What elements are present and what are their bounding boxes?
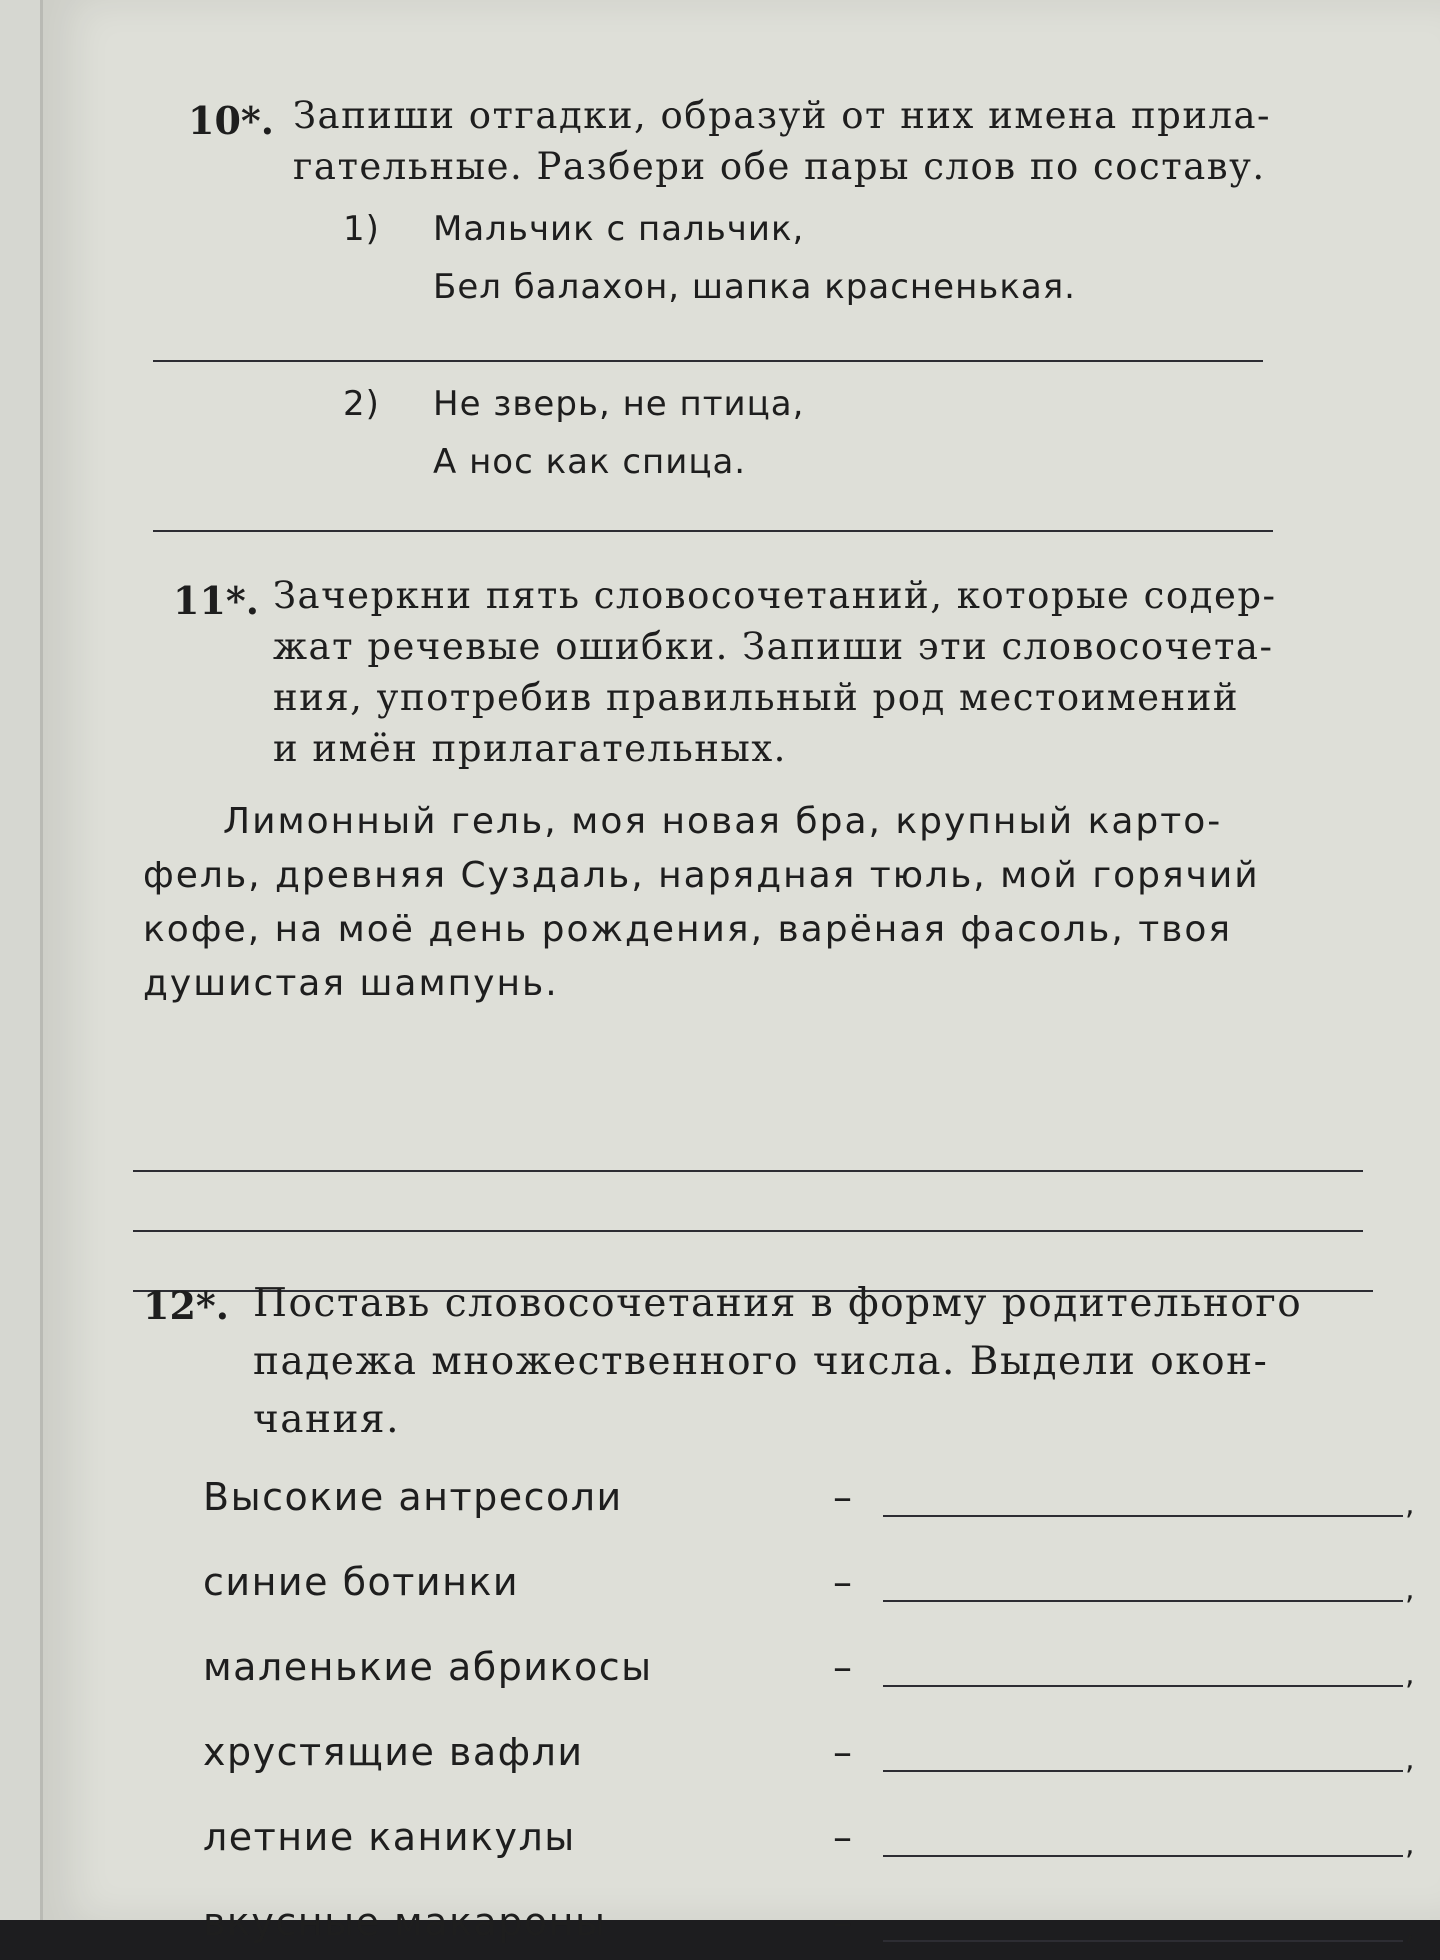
dash: – xyxy=(833,1645,854,1689)
answer-line[interactable] xyxy=(883,1770,1403,1772)
comma: , xyxy=(1405,1827,1417,1862)
task-instruction: Поставь словосочетания в форму родительного падежа множественного числа. Выдели окон- чания. xyxy=(253,1281,1303,1442)
phrases-line: кофе, на моё день рождения, варёная фасоль, твоя xyxy=(143,909,1233,950)
answer-line[interactable] xyxy=(133,1230,1363,1232)
answer-line[interactable] xyxy=(883,1940,1403,1942)
phrases-line: Лимонный гель, моя новая бра, крупный карто- xyxy=(223,801,1223,842)
answer-line[interactable] xyxy=(883,1600,1403,1602)
phrase-text: Высокие антресоли xyxy=(203,1475,623,1519)
workbook-page xyxy=(40,0,1440,1947)
answer-line[interactable] xyxy=(883,1515,1403,1517)
task-number: 10*. xyxy=(188,98,274,143)
task-number: 12*. xyxy=(143,1283,229,1328)
phrase-row xyxy=(143,1900,1417,1960)
phrase-row xyxy=(143,1730,1417,1790)
page-content xyxy=(143,90,1417,1947)
answer-line[interactable] xyxy=(153,530,1273,532)
comma: , xyxy=(1405,1572,1417,1607)
phrase-text: вкусные макароны xyxy=(203,1900,607,1944)
phrase-row xyxy=(143,1815,1417,1875)
phrase-text: летние каникулы xyxy=(203,1815,576,1859)
comma: , xyxy=(1405,1742,1417,1777)
phrases-line: душистая шампунь. xyxy=(143,963,559,1004)
answer-line[interactable] xyxy=(883,1685,1403,1687)
phrase-row xyxy=(143,1645,1417,1705)
comma: , xyxy=(1405,1912,1417,1947)
riddle-number: 2) xyxy=(343,384,380,424)
answer-line[interactable] xyxy=(153,360,1263,362)
phrase-row xyxy=(143,1560,1417,1620)
dash: – xyxy=(833,1900,854,1944)
dash: – xyxy=(833,1815,854,1859)
dash: – xyxy=(833,1475,854,1519)
riddle-line: Мальчик с пальчик, xyxy=(433,209,805,249)
comma: , xyxy=(1405,1657,1417,1692)
dash: – xyxy=(833,1730,854,1774)
riddle-1 xyxy=(343,200,1243,320)
phrase-text: маленькие абрикосы xyxy=(203,1645,653,1689)
riddle-number: 1) xyxy=(343,209,380,249)
phrase-text: хрустящие вафли xyxy=(203,1730,584,1774)
answer-line[interactable] xyxy=(883,1855,1403,1857)
riddle-2 xyxy=(343,375,1243,495)
phrases-text xyxy=(143,795,1393,1011)
task-number: 11*. xyxy=(173,578,259,623)
comma: , xyxy=(1405,1487,1417,1522)
task-instruction: Зачеркни пять словосочетаний, которые содер- жат речевые ошибки. Запиши эти словосочета- ния, употребив правильный род местоимений и имён прилагательных. xyxy=(273,574,1277,770)
riddle-line: Бел балахон, шапка красненькая. xyxy=(433,267,1076,307)
phrase-row xyxy=(143,1475,1417,1535)
answer-line[interactable] xyxy=(133,1170,1363,1172)
riddle-line: Не зверь, не птица, xyxy=(433,384,805,424)
dash: – xyxy=(833,1560,854,1604)
riddle-line: А нос как спица. xyxy=(433,442,747,482)
phrases-line: фель, древняя Суздаль, нарядная тюль, мой горячий xyxy=(143,855,1260,896)
phrase-text: синие ботинки xyxy=(203,1560,520,1604)
task-instruction: Запиши отгадки, образуй от них имена прила- гательные. Разбери обе пары слов по составу. xyxy=(293,94,1272,188)
